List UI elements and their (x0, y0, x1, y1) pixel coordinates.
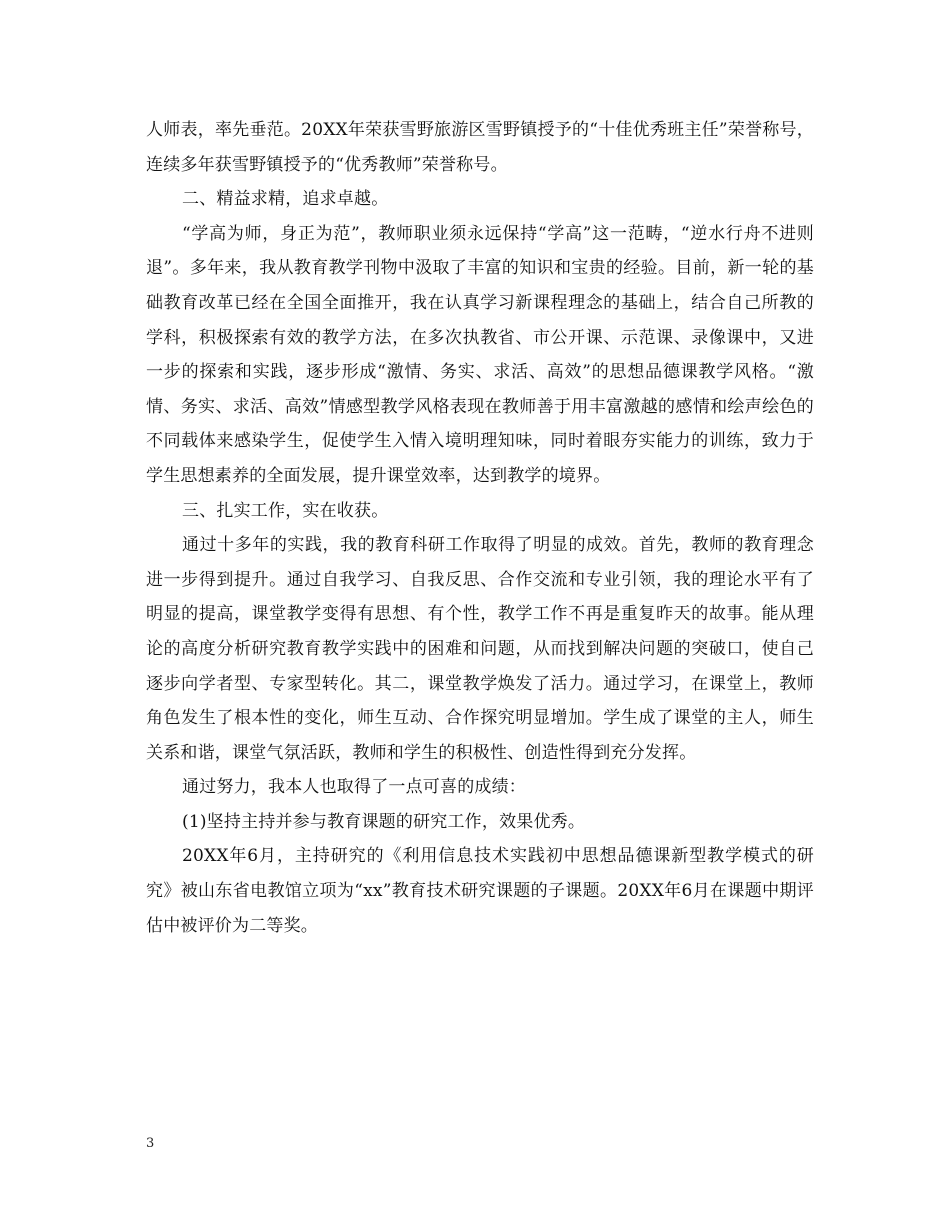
document-body (146, 113, 814, 943)
page-number: 3 (146, 1136, 155, 1151)
paragraph-teaching-style: “学高为师，身正为范”，教师职业须永远保持“学高”这一范畴，“逆水行舟不进则退”。多年来，我从教育教学刊物中汲取了丰富的知识和宝贵的经验。目前，新一轮的基础教育改革已经在全国全面推开，我在认真学习新课程理念的基础上，结合自己所教的学科，积极探索有效的教学方法，在多次执教省、市公开课、示范课、录像课中，又进一步的探索和实践，逐步形成“激情、务实、求活、高效”的思想品德课教学风格。“激情、务实、求活、高效”情感型教学风格表现在教师善于用丰富激越的感情和绘声绘色的不同载体来感染学生，促使学生入情入境明理知味，同时着眼夯实能力的训练，致力于学生思想素养的全面发展，提升课堂效率，达到教学的境界。 (146, 223, 814, 486)
section-heading-2: 二、精益求精，追求卓越。 (182, 189, 389, 210)
paragraph-continuation: 人师表，率先垂范。20XX年荣获雪野旅游区雪野镇授予的“十佳优秀班主任”荣誉称号，连续多年获雪野镇授予的“优秀教师”荣誉称号。 (146, 120, 814, 175)
paragraph-research-project: 20XX年6月，主持研究的《利用信息技术实践初中思想品德课新型教学模式的研究》被山东省电教馆立项为“xx”教育技术研究课题的子课题。20XX年6月在课题中期评估中被评价为二等奖。 (146, 846, 814, 936)
section-heading-3: 三、扎实工作，实在收获。 (182, 500, 389, 521)
paragraph-achievements-intro: 通过努力，我本人也取得了一点可喜的成绩： (182, 777, 526, 798)
paragraph-research-results: 通过十多年的实践，我的教育科研工作取得了明显的成效。首先，教师的教育理念进一步得到提升。通过自我学习、自我反思、合作交流和专业引领，我的理论水平有了明显的提高，课堂教学变得有思想、有个性，教学工作不再是重复昨天的故事。能从理论的高度分析研究教育教学实践中的困难和问题，从而找到解决问题的突破口，使自己逐步向学者型、专家型转化。其二，课堂教学焕发了活力。通过学习，在课堂上，教师角色发生了根本性的变化，师生互动、合作探究明显增加。学生成了课堂的主人，师生关系和谐，课堂气氛活跃，教师和学生的积极性、创造性得到充分发挥。 (146, 535, 814, 763)
list-item-1: (1)坚持主持并参与教育课题的研究工作，效果优秀。 (182, 811, 586, 832)
